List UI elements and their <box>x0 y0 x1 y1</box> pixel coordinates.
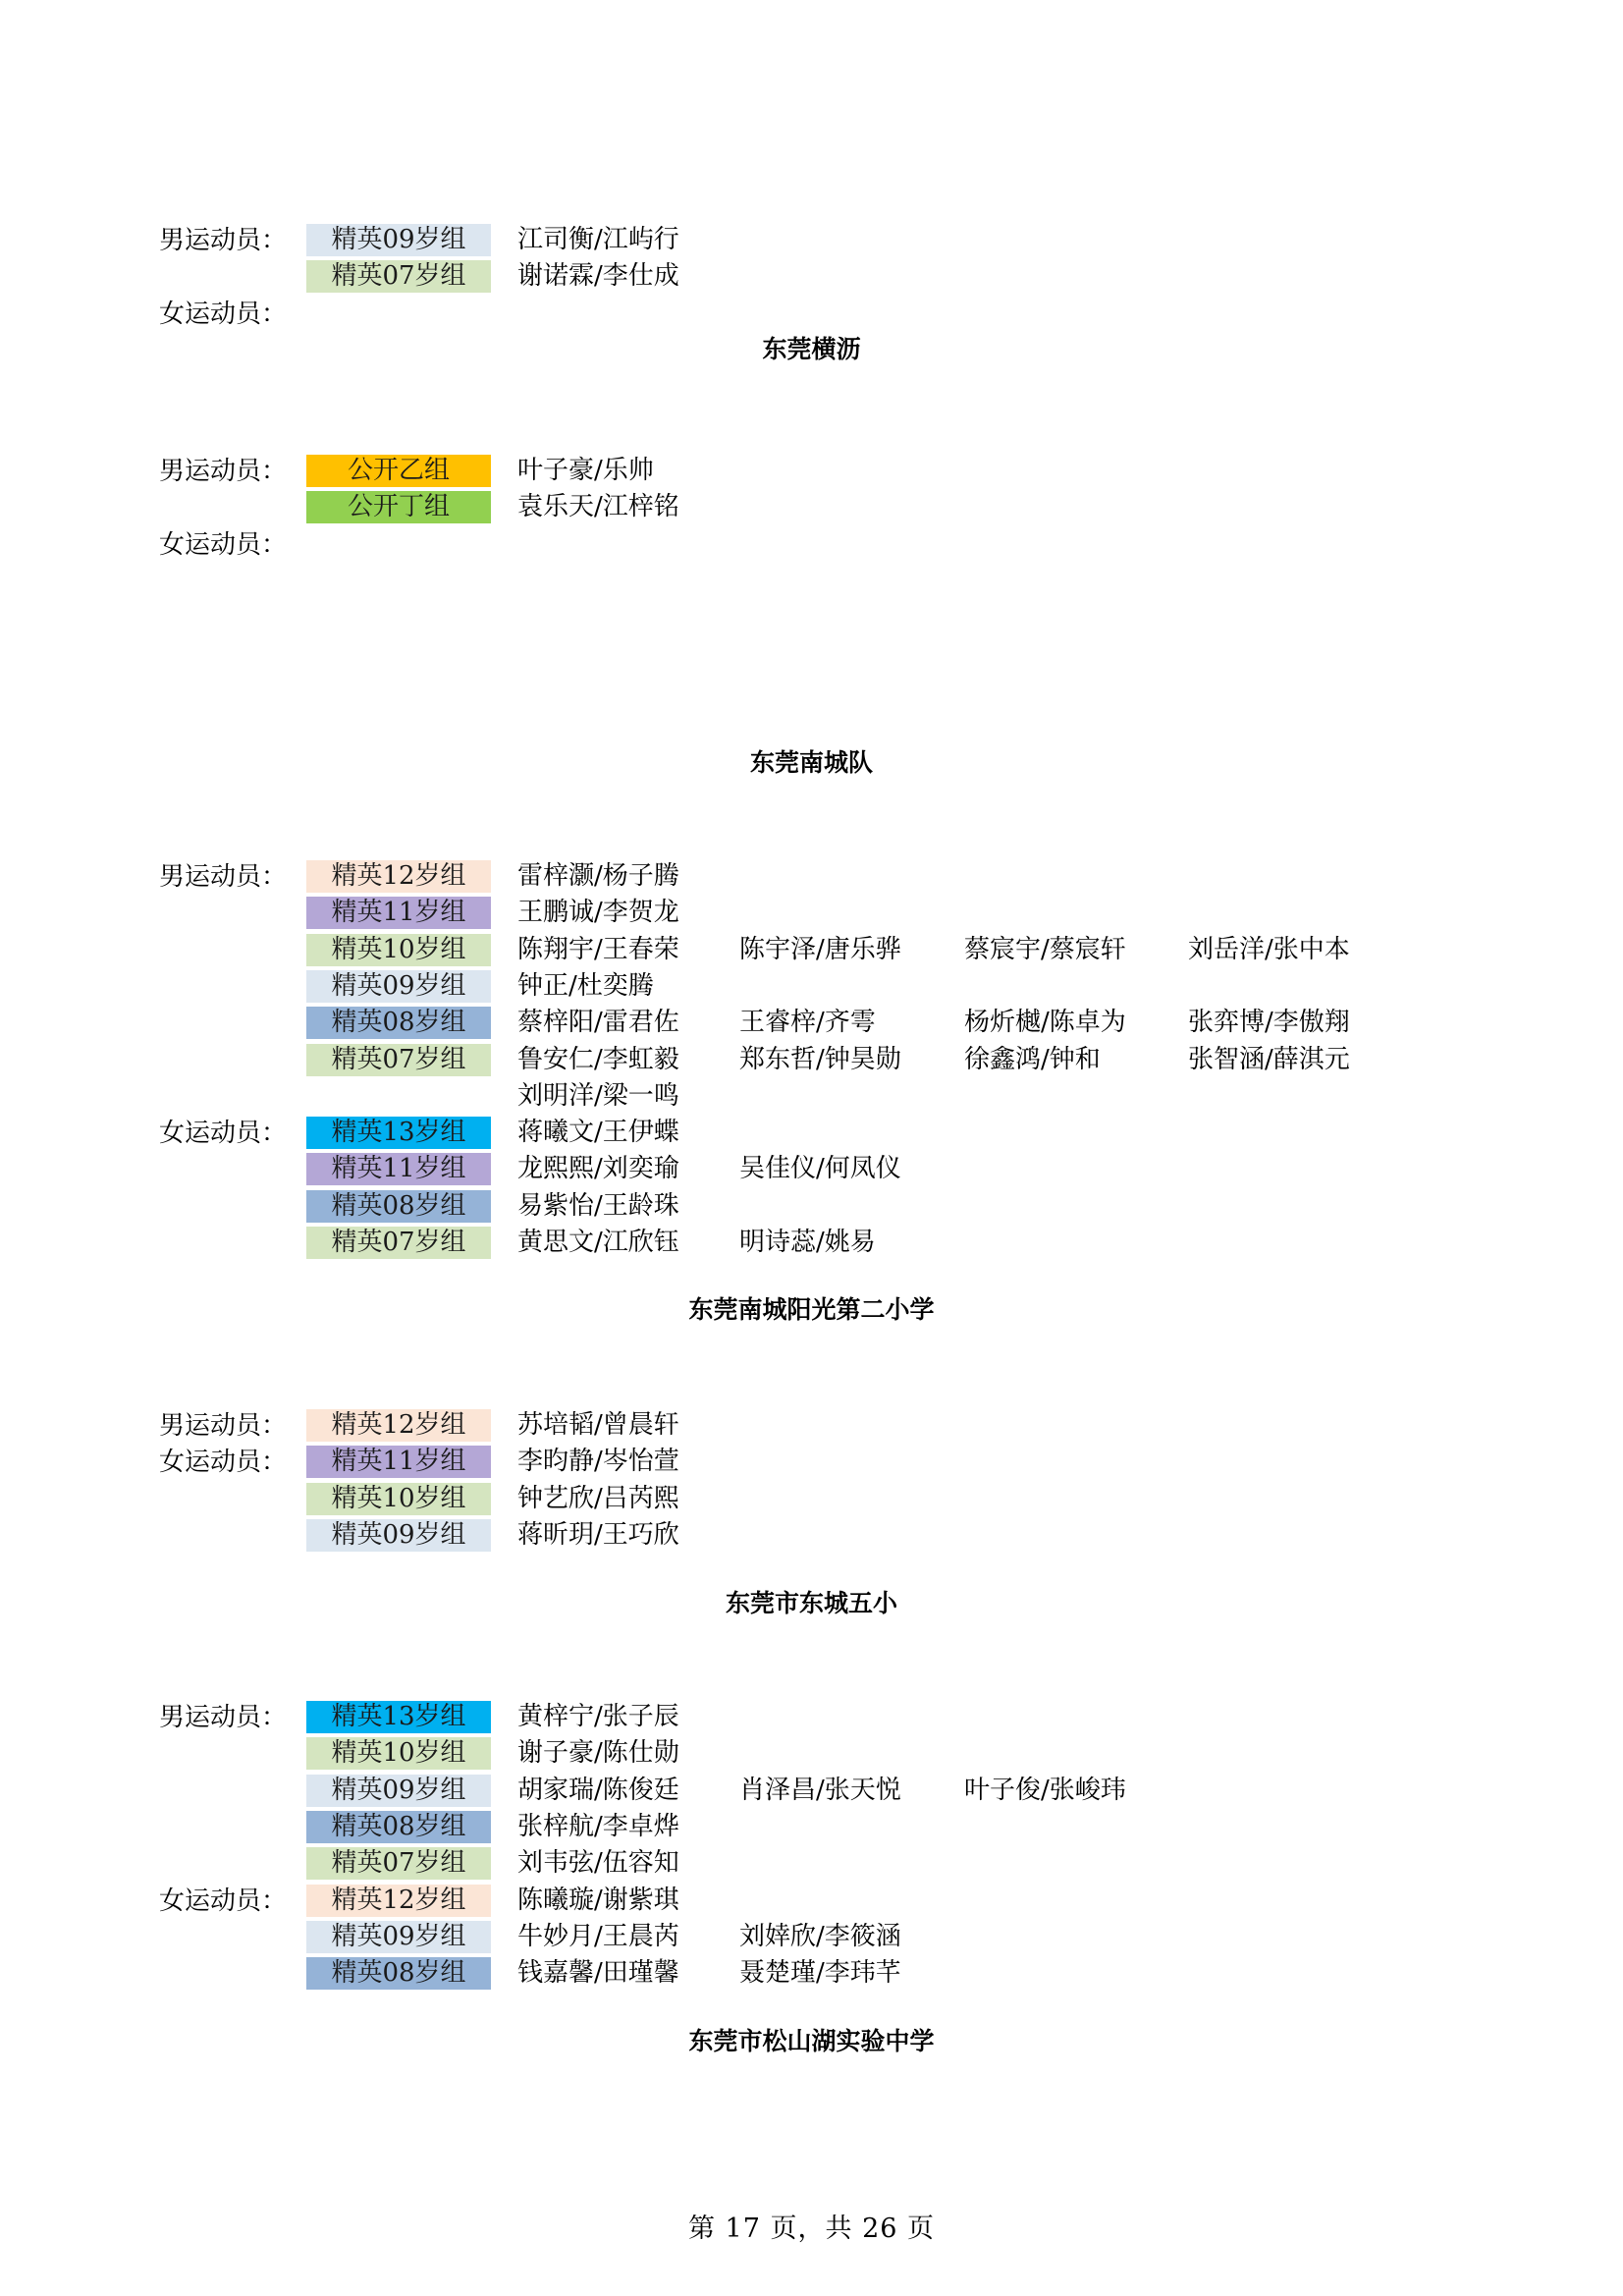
female-athletes-label: 女运动员： <box>159 529 288 560</box>
group-badge: 精英09岁组 <box>306 1921 491 1953</box>
athlete-pair: 钱嘉馨/田瑾馨 <box>517 1958 679 1989</box>
athlete-pair: 郑东哲/钟昊勋 <box>739 1044 901 1074</box>
group-badge: 精英08岁组 <box>306 1957 491 1990</box>
athlete-pair: 明诗蕊/姚易 <box>739 1228 876 1257</box>
athlete-pair: 吴佳仪/何凤仪 <box>739 1154 901 1184</box>
athlete-pair: 叶子豪/乐帅 <box>517 456 654 485</box>
athlete-pair: 谢诺霖/李仕成 <box>517 261 679 292</box>
group-badge: 精英12岁组 <box>306 1885 491 1917</box>
group-badge: 精英13岁组 <box>306 1701 491 1733</box>
athlete-pair: 刘韦弦/伍容知 <box>517 1848 679 1879</box>
athlete-pair: 张弈博/李傲翔 <box>1188 1008 1350 1038</box>
group-badge: 精英12岁组 <box>306 1409 491 1442</box>
page-footer: 第 17 页，共 26 页 <box>687 2214 936 2244</box>
group-badge: 精英10岁组 <box>306 1737 491 1770</box>
athlete-pair: 蔡宸宇/蔡宸轩 <box>964 934 1126 964</box>
group-badge: 精英10岁组 <box>306 1483 491 1515</box>
male-athletes-label: 男运动员： <box>159 1411 288 1441</box>
athlete-pair: 黄思文/江欣钰 <box>517 1228 679 1257</box>
group-badge: 精英09岁组 <box>306 1519 491 1552</box>
group-badge: 精英07岁组 <box>306 1227 491 1259</box>
section-title: 东莞市东城五小 <box>725 1589 897 1617</box>
athlete-pair: 雷梓灏/杨子腾 <box>517 861 679 891</box>
athlete-pair: 王鹏诚/李贺龙 <box>517 898 679 928</box>
athlete-pair: 江司衡/江屿行 <box>517 225 679 254</box>
athlete-pair: 胡家瑞/陈俊廷 <box>517 1775 679 1805</box>
female-athletes-label: 女运动员： <box>159 1119 288 1149</box>
athlete-pair: 刘明洋/梁一鸣 <box>517 1080 679 1111</box>
athlete-pair: 牛妙月/王晨芮 <box>517 1921 679 1951</box>
athlete-pair: 蔡梓阳/雷君佐 <box>517 1008 679 1038</box>
athlete-pair: 蒋曦文/王伊蝶 <box>517 1118 679 1148</box>
group-badge: 精英09岁组 <box>306 224 491 256</box>
athlete-pair: 陈翔宇/王春荣 <box>517 934 679 964</box>
group-badge: 精英10岁组 <box>306 934 491 966</box>
athlete-pair: 黄梓宁/张子辰 <box>517 1702 679 1731</box>
section-title: 东莞南城队 <box>749 748 873 777</box>
athlete-pair: 袁乐天/江梓铭 <box>517 492 679 522</box>
athlete-pair: 刘婞欣/李筱涵 <box>739 1921 901 1951</box>
athlete-pair: 龙熙熙/刘奕瑜 <box>517 1154 679 1184</box>
athlete-pair: 蒋昕玥/王巧欣 <box>517 1519 679 1550</box>
athlete-pair: 徐鑫鸿/钟和 <box>964 1044 1101 1074</box>
group-badge: 精英08岁组 <box>306 1811 491 1843</box>
athlete-pair: 鲁安仁/李虹毅 <box>517 1044 679 1074</box>
male-athletes-label: 男运动员： <box>159 1703 288 1732</box>
section-title: 东莞南城阳光第二小学 <box>688 1295 935 1324</box>
athlete-pair: 杨炘樾/陈卓为 <box>964 1008 1126 1038</box>
athlete-pair: 钟正/杜奕腾 <box>517 970 654 1001</box>
group-badge: 公开丁组 <box>306 491 491 523</box>
athlete-pair: 谢子豪/陈仕勋 <box>517 1738 679 1769</box>
athlete-pair: 陈宇泽/唐乐骅 <box>739 934 901 964</box>
athlete-pair: 肖泽昌/张天悦 <box>739 1775 901 1805</box>
group-badge: 精英12岁组 <box>306 860 491 893</box>
section-title: 东莞横沥 <box>762 335 861 363</box>
group-badge: 精英11岁组 <box>306 897 491 929</box>
athlete-pair: 钟艺欣/吕芮熙 <box>517 1483 679 1513</box>
athlete-pair: 李昀静/岑怡萱 <box>517 1447 679 1477</box>
group-badge: 精英07岁组 <box>306 260 491 293</box>
athlete-pair: 刘岳洋/张中本 <box>1188 934 1350 964</box>
athlete-pair: 张梓航/李卓烨 <box>517 1811 679 1841</box>
athlete-pair: 张智涵/薛淇元 <box>1188 1044 1350 1074</box>
group-badge: 精英11岁组 <box>306 1153 491 1185</box>
athlete-pair: 苏培韬/曾晨轩 <box>517 1410 679 1440</box>
group-badge: 精英08岁组 <box>306 1190 491 1223</box>
group-badge: 精英13岁组 <box>306 1117 491 1149</box>
athlete-pair: 易紫怡/王龄珠 <box>517 1190 679 1221</box>
athlete-pair: 王睿梓/齐雩 <box>739 1008 876 1038</box>
group-badge: 公开乙组 <box>306 455 491 487</box>
female-athletes-label: 女运动员： <box>159 299 288 329</box>
male-athletes-label: 男运动员： <box>159 226 288 255</box>
athlete-pair: 陈曦璇/谢紫琪 <box>517 1885 679 1915</box>
athlete-pair: 叶子俊/张峻玮 <box>964 1775 1126 1805</box>
female-athletes-label: 女运动员： <box>159 1448 288 1478</box>
group-badge: 精英07岁组 <box>306 1847 491 1880</box>
group-badge: 精英07岁组 <box>306 1044 491 1076</box>
group-badge: 精英09岁组 <box>306 970 491 1003</box>
group-badge: 精英08岁组 <box>306 1007 491 1039</box>
athlete-pair: 聂楚瑾/李玮芊 <box>739 1958 901 1989</box>
group-badge: 精英09岁组 <box>306 1775 491 1807</box>
group-badge: 精英11岁组 <box>306 1446 491 1478</box>
male-athletes-label: 男运动员： <box>159 862 288 892</box>
section-title: 东莞市松山湖实验中学 <box>688 2027 935 2055</box>
male-athletes-label: 男运动员： <box>159 457 288 486</box>
female-athletes-label: 女运动员： <box>159 1886 288 1916</box>
